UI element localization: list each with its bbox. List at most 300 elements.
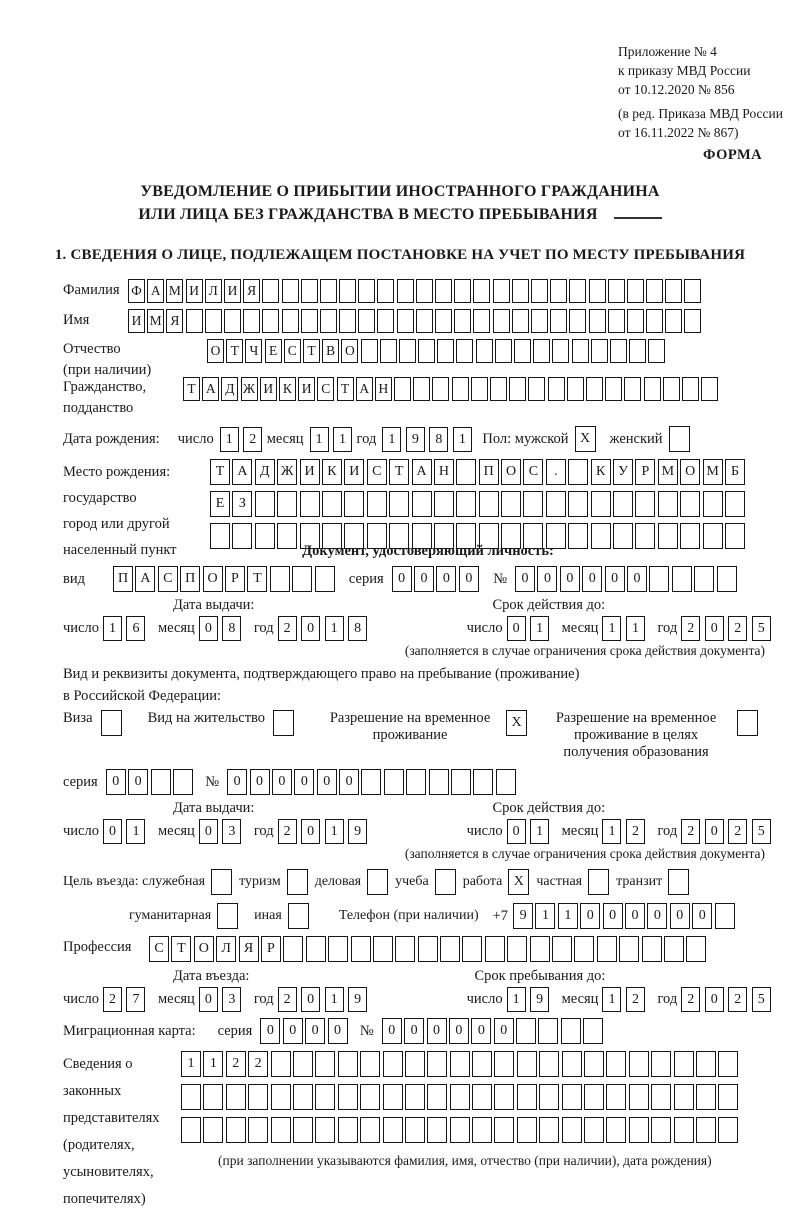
char-cell[interactable] — [205, 309, 222, 333]
birth-year-cells[interactable] — [382, 427, 476, 452]
char-cell[interactable] — [377, 309, 394, 333]
char-cell[interactable]: 9 — [406, 427, 425, 452]
char-cell[interactable]: Д — [221, 377, 238, 401]
char-cell[interactable] — [568, 491, 588, 517]
char-cell[interactable] — [591, 491, 611, 517]
char-cell[interactable] — [608, 309, 625, 333]
char-cell[interactable] — [283, 936, 303, 962]
char-cell[interactable] — [696, 1051, 716, 1077]
char-cell[interactable] — [456, 459, 476, 485]
char-cell[interactable]: Л — [216, 936, 236, 962]
char-cell[interactable]: 1 — [602, 819, 621, 844]
char-cell[interactable] — [450, 1084, 470, 1110]
stay-month-cells[interactable] — [602, 987, 649, 1012]
char-cell[interactable] — [608, 279, 625, 303]
char-cell[interactable] — [495, 339, 512, 363]
char-cell[interactable] — [496, 769, 516, 795]
char-cell[interactable]: 0 — [705, 987, 724, 1012]
char-cell[interactable]: 0 — [705, 819, 724, 844]
char-cell[interactable]: 1 — [453, 427, 472, 452]
char-cell[interactable] — [674, 1117, 694, 1143]
char-cell[interactable] — [584, 1084, 604, 1110]
char-cell[interactable] — [293, 1084, 313, 1110]
char-cell[interactable] — [597, 936, 617, 962]
char-cell[interactable]: 0 — [250, 769, 270, 795]
char-cell[interactable] — [351, 936, 371, 962]
purpose-tourism-checkbox[interactable] — [287, 869, 308, 895]
char-cell[interactable]: 0 — [301, 616, 320, 641]
char-cell[interactable] — [682, 377, 699, 401]
char-cell[interactable] — [277, 491, 297, 517]
char-cell[interactable] — [271, 1084, 291, 1110]
char-cell[interactable]: Р — [225, 566, 245, 592]
char-cell[interactable] — [255, 491, 275, 517]
char-cell[interactable]: К — [322, 459, 342, 485]
char-cell[interactable] — [651, 1084, 671, 1110]
entry-day-cells[interactable] — [103, 987, 150, 1012]
char-cell[interactable]: 0 — [328, 1018, 348, 1044]
char-cell[interactable] — [627, 309, 644, 333]
char-cell[interactable] — [360, 1051, 380, 1077]
char-cell[interactable]: 0 — [459, 566, 479, 592]
sex-female-checkbox[interactable] — [669, 426, 690, 452]
char-cell[interactable]: 1 — [602, 987, 621, 1012]
char-cell[interactable]: 0 — [382, 1018, 402, 1044]
char-cell[interactable] — [339, 279, 356, 303]
char-cell[interactable]: 0 — [392, 566, 412, 592]
char-cell[interactable] — [562, 1084, 582, 1110]
char-cell[interactable]: 2 — [626, 987, 645, 1012]
char-cell[interactable]: Т — [247, 566, 267, 592]
profession-cells[interactable] — [149, 936, 709, 962]
char-cell[interactable]: 0 — [414, 566, 434, 592]
char-cell[interactable] — [399, 339, 416, 363]
char-cell[interactable] — [262, 279, 279, 303]
char-cell[interactable]: И — [344, 459, 364, 485]
char-cell[interactable]: 5 — [752, 616, 771, 641]
char-cell[interactable] — [494, 1084, 514, 1110]
char-cell[interactable]: 1 — [103, 616, 122, 641]
char-cell[interactable] — [434, 491, 454, 517]
char-cell[interactable] — [344, 491, 364, 517]
char-cell[interactable] — [715, 903, 735, 929]
char-cell[interactable]: А — [356, 377, 373, 401]
char-cell[interactable]: Т — [303, 339, 320, 363]
char-cell[interactable]: 3 — [222, 987, 241, 1012]
char-cell[interactable] — [646, 309, 663, 333]
char-cell[interactable]: П — [180, 566, 200, 592]
char-cell[interactable] — [454, 279, 471, 303]
char-cell[interactable]: 3 — [222, 819, 241, 844]
char-cell[interactable] — [651, 1051, 671, 1077]
char-cell[interactable] — [203, 1117, 223, 1143]
char-cell[interactable]: Т — [389, 459, 409, 485]
char-cell[interactable]: И — [186, 279, 203, 303]
char-cell[interactable] — [427, 1117, 447, 1143]
char-cell[interactable]: 2 — [103, 987, 122, 1012]
char-cell[interactable] — [300, 491, 320, 517]
char-cell[interactable] — [476, 339, 493, 363]
char-cell[interactable]: 0 — [515, 566, 535, 592]
char-cell[interactable]: П — [479, 459, 499, 485]
char-cell[interactable]: А — [135, 566, 155, 592]
char-cell[interactable] — [485, 936, 505, 962]
char-cell[interactable]: С — [284, 339, 301, 363]
purpose-business-checkbox[interactable] — [367, 869, 388, 895]
char-cell[interactable]: 2 — [248, 1051, 268, 1077]
visa-checkbox[interactable] — [101, 710, 122, 736]
char-cell[interactable] — [406, 769, 426, 795]
char-cell[interactable]: 2 — [728, 616, 747, 641]
sex-male-checkbox[interactable]: X — [575, 426, 596, 452]
char-cell[interactable]: О — [341, 339, 358, 363]
permit-issue-day-cells[interactable] — [103, 819, 150, 844]
char-cell[interactable] — [703, 523, 723, 549]
char-cell[interactable]: Т — [183, 377, 200, 401]
patronymic-cells[interactable] — [207, 339, 668, 363]
char-cell[interactable] — [552, 936, 572, 962]
char-cell[interactable]: К — [591, 459, 611, 485]
char-cell[interactable]: 8 — [222, 616, 241, 641]
migcard-series-cells[interactable] — [260, 1018, 350, 1044]
char-cell[interactable] — [680, 523, 700, 549]
char-cell[interactable] — [435, 309, 452, 333]
char-cell[interactable] — [516, 1018, 536, 1044]
char-cell[interactable]: Я — [239, 936, 259, 962]
doc-issue-month-cells[interactable] — [199, 616, 246, 641]
purpose-humanitarian-checkbox[interactable] — [217, 903, 238, 929]
char-cell[interactable] — [248, 1117, 268, 1143]
char-cell[interactable] — [479, 491, 499, 517]
purpose-study-checkbox[interactable] — [435, 869, 456, 895]
char-cell[interactable]: Л — [205, 279, 222, 303]
char-cell[interactable] — [338, 1084, 358, 1110]
char-cell[interactable]: М — [658, 459, 678, 485]
char-cell[interactable] — [644, 377, 661, 401]
char-cell[interactable] — [416, 279, 433, 303]
char-cell[interactable] — [664, 936, 684, 962]
residence-permit-checkbox[interactable] — [273, 710, 294, 736]
char-cell[interactable] — [589, 279, 606, 303]
char-cell[interactable] — [472, 1084, 492, 1110]
char-cell[interactable]: С — [523, 459, 543, 485]
char-cell[interactable]: 2 — [728, 819, 747, 844]
char-cell[interactable]: А — [147, 279, 164, 303]
char-cell[interactable]: 0 — [670, 903, 690, 929]
char-cell[interactable]: У — [613, 459, 633, 485]
entry-year-cells[interactable] — [278, 987, 372, 1012]
char-cell[interactable] — [605, 377, 622, 401]
temp-residence-checkbox[interactable]: X — [506, 710, 527, 736]
char-cell[interactable] — [328, 936, 348, 962]
char-cell[interactable]: Я — [243, 279, 260, 303]
char-cell[interactable]: С — [149, 936, 169, 962]
char-cell[interactable]: О — [194, 936, 214, 962]
char-cell[interactable]: 0 — [537, 566, 557, 592]
char-cell[interactable]: 0 — [507, 616, 526, 641]
char-cell[interactable] — [301, 309, 318, 333]
birth-month-cells[interactable] — [310, 427, 357, 452]
char-cell[interactable] — [562, 1051, 582, 1077]
char-cell[interactable] — [405, 1084, 425, 1110]
char-cell[interactable] — [528, 377, 545, 401]
char-cell[interactable]: И — [224, 279, 241, 303]
char-cell[interactable] — [203, 1084, 223, 1110]
char-cell[interactable] — [292, 566, 312, 592]
char-cell[interactable] — [648, 339, 665, 363]
char-cell[interactable] — [306, 936, 326, 962]
char-cell[interactable]: 0 — [294, 769, 314, 795]
char-cell[interactable] — [696, 1084, 716, 1110]
char-cell[interactable] — [413, 377, 430, 401]
char-cell[interactable]: А — [412, 459, 432, 485]
char-cell[interactable] — [531, 279, 548, 303]
char-cell[interactable] — [405, 1117, 425, 1143]
char-cell[interactable]: М — [166, 279, 183, 303]
char-cell[interactable] — [672, 566, 692, 592]
char-cell[interactable] — [665, 279, 682, 303]
char-cell[interactable] — [418, 936, 438, 962]
citizenship-cells[interactable] — [183, 377, 720, 401]
char-cell[interactable] — [674, 1051, 694, 1077]
char-cell[interactable] — [703, 491, 723, 517]
char-cell[interactable] — [606, 1084, 626, 1110]
char-cell[interactable] — [684, 279, 701, 303]
char-cell[interactable] — [282, 279, 299, 303]
char-cell[interactable]: С — [367, 459, 387, 485]
char-cell[interactable]: 1 — [530, 819, 549, 844]
char-cell[interactable] — [338, 1117, 358, 1143]
phone-cells[interactable] — [513, 903, 737, 929]
char-cell[interactable] — [226, 1117, 246, 1143]
char-cell[interactable]: 0 — [627, 566, 647, 592]
birthplace-row2-cells[interactable] — [210, 491, 747, 517]
char-cell[interactable] — [514, 339, 531, 363]
doc-series-cells[interactable] — [392, 566, 482, 592]
char-cell[interactable] — [629, 1117, 649, 1143]
doc-issue-day-cells[interactable] — [103, 616, 150, 641]
char-cell[interactable]: А — [232, 459, 252, 485]
char-cell[interactable]: 5 — [752, 987, 771, 1012]
char-cell[interactable] — [568, 459, 588, 485]
char-cell[interactable]: 1 — [126, 819, 145, 844]
char-cell[interactable]: З — [232, 491, 252, 517]
char-cell[interactable]: 0 — [507, 819, 526, 844]
permit-issue-month-cells[interactable] — [199, 819, 246, 844]
char-cell[interactable]: О — [203, 566, 223, 592]
blank-underline[interactable] — [614, 203, 662, 219]
char-cell[interactable] — [293, 1117, 313, 1143]
char-cell[interactable]: 1 — [325, 819, 344, 844]
char-cell[interactable]: 6 — [126, 616, 145, 641]
char-cell[interactable] — [435, 279, 452, 303]
char-cell[interactable] — [271, 1117, 291, 1143]
char-cell[interactable] — [696, 1117, 716, 1143]
char-cell[interactable] — [450, 1117, 470, 1143]
char-cell[interactable]: 0 — [103, 819, 122, 844]
char-cell[interactable] — [270, 566, 290, 592]
char-cell[interactable]: 0 — [272, 769, 292, 795]
char-cell[interactable]: 1 — [558, 903, 578, 929]
char-cell[interactable]: 0 — [260, 1018, 280, 1044]
char-cell[interactable] — [418, 339, 435, 363]
char-cell[interactable]: 1 — [333, 427, 352, 452]
char-cell[interactable] — [493, 309, 510, 333]
char-cell[interactable] — [315, 1117, 335, 1143]
char-cell[interactable]: 0 — [449, 1018, 469, 1044]
char-cell[interactable]: Я — [166, 309, 183, 333]
purpose-official-checkbox[interactable] — [211, 869, 232, 895]
char-cell[interactable] — [210, 523, 230, 549]
char-cell[interactable] — [642, 936, 662, 962]
char-cell[interactable] — [320, 309, 337, 333]
char-cell[interactable] — [606, 1117, 626, 1143]
birth-day-cells[interactable] — [220, 427, 267, 452]
char-cell[interactable]: И — [128, 309, 145, 333]
char-cell[interactable] — [680, 491, 700, 517]
char-cell[interactable] — [591, 523, 611, 549]
char-cell[interactable] — [395, 936, 415, 962]
char-cell[interactable]: Р — [635, 459, 655, 485]
char-cell[interactable]: 7 — [126, 987, 145, 1012]
permit-valid-month-cells[interactable] — [602, 819, 649, 844]
char-cell[interactable]: 2 — [278, 616, 297, 641]
char-cell[interactable]: 1 — [310, 427, 329, 452]
char-cell[interactable] — [717, 566, 737, 592]
char-cell[interactable]: Ж — [241, 377, 258, 401]
char-cell[interactable] — [548, 377, 565, 401]
char-cell[interactable] — [651, 1117, 671, 1143]
char-cell[interactable] — [613, 523, 633, 549]
doc-number-cells[interactable] — [515, 566, 739, 592]
char-cell[interactable] — [416, 309, 433, 333]
char-cell[interactable] — [320, 279, 337, 303]
char-cell[interactable]: 0 — [301, 987, 320, 1012]
char-cell[interactable]: 0 — [436, 566, 456, 592]
char-cell[interactable] — [686, 936, 706, 962]
char-cell[interactable] — [584, 1117, 604, 1143]
char-cell[interactable]: 9 — [513, 903, 533, 929]
char-cell[interactable] — [533, 339, 550, 363]
char-cell[interactable]: 0 — [227, 769, 247, 795]
char-cell[interactable]: 0 — [705, 616, 724, 641]
char-cell[interactable] — [248, 1084, 268, 1110]
char-cell[interactable] — [315, 566, 335, 592]
char-cell[interactable] — [701, 377, 718, 401]
char-cell[interactable] — [523, 491, 543, 517]
doc-valid-day-cells[interactable] — [507, 616, 554, 641]
char-cell[interactable]: 0 — [580, 903, 600, 929]
char-cell[interactable] — [718, 1084, 738, 1110]
char-cell[interactable] — [412, 491, 432, 517]
char-cell[interactable] — [462, 936, 482, 962]
char-cell[interactable] — [591, 339, 608, 363]
char-cell[interactable] — [509, 377, 526, 401]
char-cell[interactable] — [452, 377, 469, 401]
char-cell[interactable] — [561, 1018, 581, 1044]
char-cell[interactable] — [389, 491, 409, 517]
char-cell[interactable] — [718, 1051, 738, 1077]
char-cell[interactable] — [501, 491, 521, 517]
char-cell[interactable]: Е — [265, 339, 282, 363]
char-cell[interactable] — [427, 1084, 447, 1110]
char-cell[interactable] — [429, 769, 449, 795]
char-cell[interactable] — [360, 1084, 380, 1110]
char-cell[interactable]: 0 — [199, 987, 218, 1012]
char-cell[interactable] — [277, 523, 297, 549]
char-cell[interactable]: 2 — [278, 987, 297, 1012]
permit-valid-day-cells[interactable] — [507, 819, 554, 844]
char-cell[interactable] — [181, 1117, 201, 1143]
char-cell[interactable] — [550, 279, 567, 303]
char-cell[interactable] — [450, 1051, 470, 1077]
char-cell[interactable]: 0 — [625, 903, 645, 929]
char-cell[interactable] — [574, 936, 594, 962]
char-cell[interactable] — [405, 1051, 425, 1077]
char-cell[interactable] — [627, 279, 644, 303]
char-cell[interactable] — [629, 1051, 649, 1077]
char-cell[interactable] — [531, 309, 548, 333]
char-cell[interactable]: Н — [434, 459, 454, 485]
char-cell[interactable] — [538, 1018, 558, 1044]
char-cell[interactable]: И — [300, 459, 320, 485]
char-cell[interactable]: 2 — [681, 616, 700, 641]
stay-year-cells[interactable] — [681, 987, 775, 1012]
char-cell[interactable] — [507, 936, 527, 962]
char-cell[interactable] — [530, 936, 550, 962]
char-cell[interactable] — [663, 377, 680, 401]
char-cell[interactable]: О — [207, 339, 224, 363]
char-cell[interactable] — [539, 1117, 559, 1143]
char-cell[interactable] — [339, 309, 356, 333]
char-cell[interactable]: 0 — [404, 1018, 424, 1044]
char-cell[interactable]: 8 — [348, 616, 367, 641]
char-cell[interactable] — [456, 491, 476, 517]
char-cell[interactable]: М — [147, 309, 164, 333]
char-cell[interactable]: 1 — [325, 987, 344, 1012]
char-cell[interactable] — [550, 309, 567, 333]
char-cell[interactable] — [517, 1117, 537, 1143]
char-cell[interactable] — [629, 1084, 649, 1110]
char-cell[interactable]: 0 — [427, 1018, 447, 1044]
char-cell[interactable] — [360, 1117, 380, 1143]
char-cell[interactable] — [432, 377, 449, 401]
char-cell[interactable] — [472, 1051, 492, 1077]
char-cell[interactable]: А — [202, 377, 219, 401]
char-cell[interactable] — [226, 1084, 246, 1110]
char-cell[interactable] — [546, 491, 566, 517]
char-cell[interactable]: 2 — [681, 819, 700, 844]
char-cell[interactable] — [584, 1051, 604, 1077]
char-cell[interactable] — [451, 769, 471, 795]
char-cell[interactable] — [494, 1051, 514, 1077]
char-cell[interactable] — [658, 523, 678, 549]
char-cell[interactable]: 0 — [692, 903, 712, 929]
char-cell[interactable] — [635, 491, 655, 517]
char-cell[interactable]: 0 — [582, 566, 602, 592]
char-cell[interactable]: Е — [210, 491, 230, 517]
char-cell[interactable] — [665, 309, 682, 333]
char-cell[interactable]: М — [703, 459, 723, 485]
char-cell[interactable] — [322, 491, 342, 517]
char-cell[interactable]: 0 — [339, 769, 359, 795]
char-cell[interactable]: Б — [725, 459, 745, 485]
char-cell[interactable] — [539, 1084, 559, 1110]
char-cell[interactable] — [586, 377, 603, 401]
char-cell[interactable]: 0 — [106, 769, 126, 795]
char-cell[interactable] — [629, 339, 646, 363]
char-cell[interactable] — [380, 339, 397, 363]
